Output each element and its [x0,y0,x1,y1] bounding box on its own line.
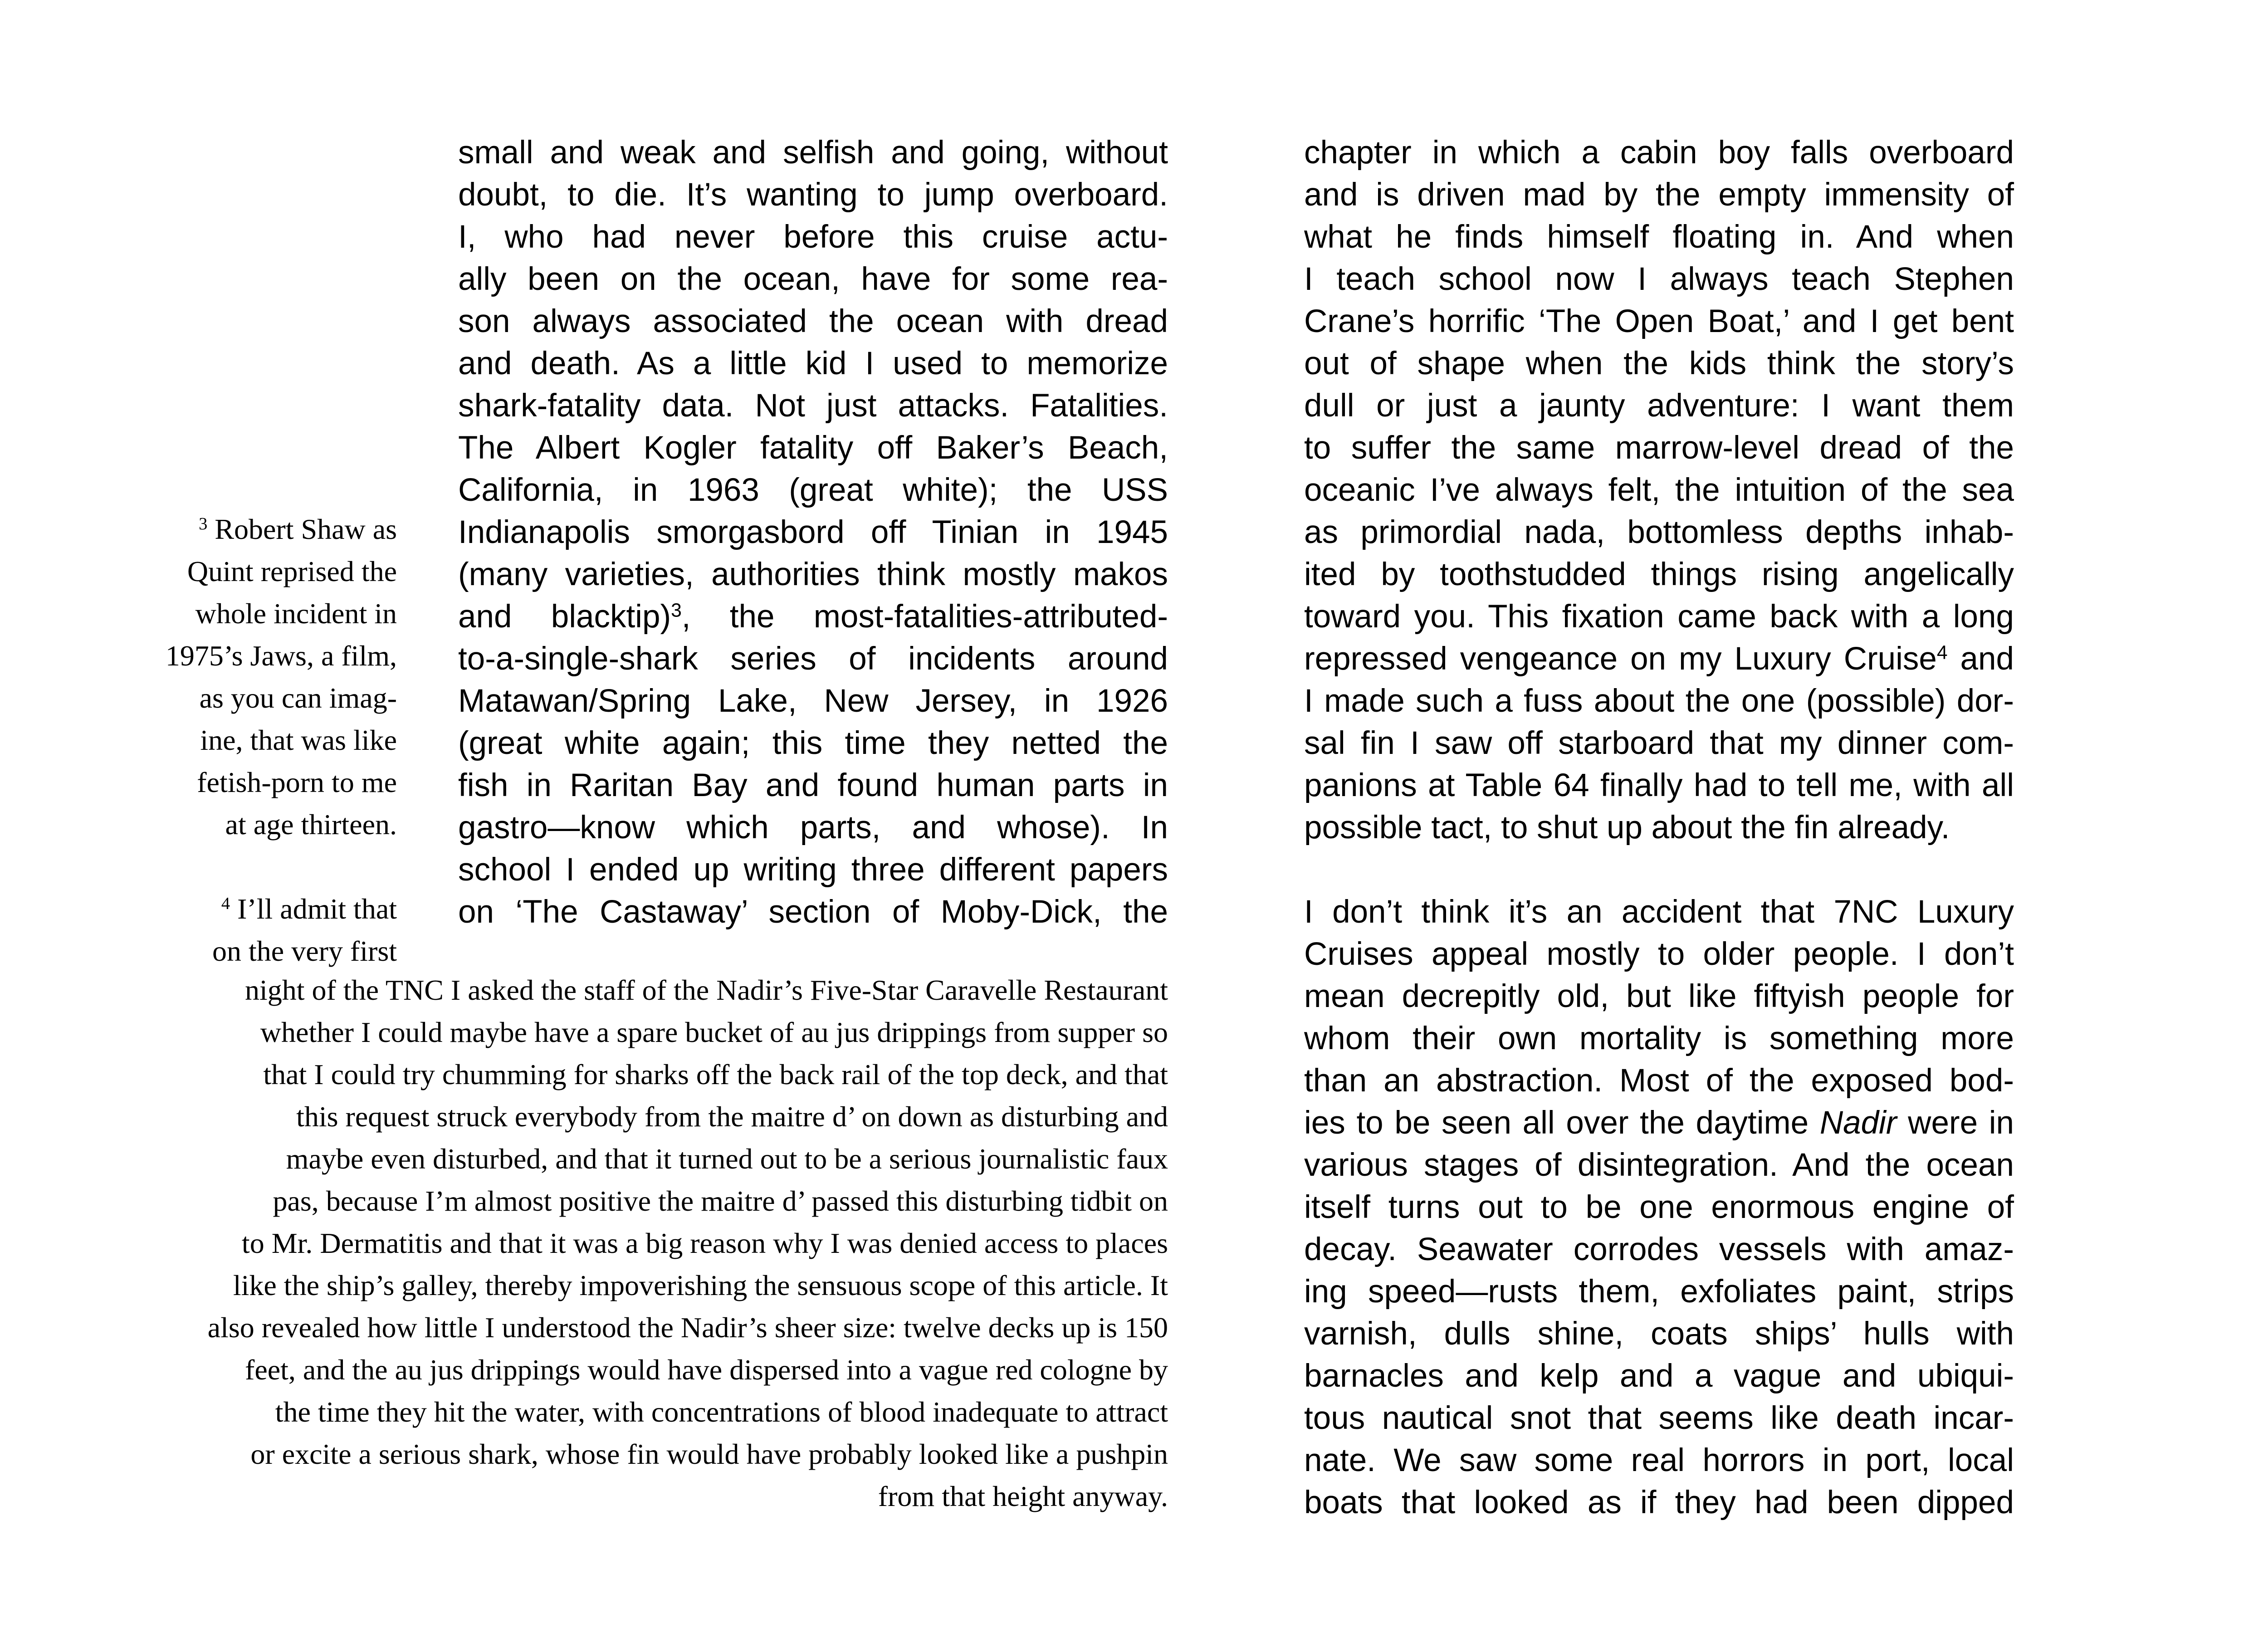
text-line: whom their own mortality is something more [1304,1021,2014,1056]
text-line: (great white again; this time they netted the [458,725,1168,761]
text-line: doubt, to die. It’s wanting to jump overboard. [458,177,1168,213]
text-line: barnacles and kelp and a vague and ubiqui- [1304,1358,2014,1394]
ship-name-italic: Nadir [1819,1105,1897,1141]
footnote-3-line: 1975’s Jaws, a film, [165,640,397,672]
text-line: mean decrepitly old, but like fiftyish people for [1304,978,2014,1014]
text-line: what he finds himself floating in. And when [1304,219,2014,255]
text-line: school I ended up writing three different papers [458,852,1168,888]
footnote-ref-3: 3 [671,599,682,621]
footnote-3-line: Quint reprised the [187,555,397,587]
footnote-3-line: at age thirteen. [225,808,397,841]
text-line: I, who had never before this cruise actu- [458,219,1168,255]
footnote-4-line: like the ship’s galley, thereby impoverishing the sensuous scope of this article. It [233,1269,1168,1301]
footnote-4-line: whether I could maybe have a spare bucket of au jus drippings from supper so [260,1016,1168,1048]
text-line: ally been on the ocean, have for some rea- [458,261,1168,297]
text-line: ing speed—rusts them, exfoliates paint, strips [1304,1274,2014,1310]
footnote-4-line: maybe even disturbed, and that it turned out to be a serious journalistic faux [286,1143,1168,1175]
text-line: Indianapolis smorgasbord off Tinian in 1945 [458,514,1168,550]
text-line: ited by toothstudded things rising angelically [1304,557,2014,592]
footnote-4-line: night of the TNC I asked the staff of the Nadir’s Five-Star Caravelle Restaurant [244,974,1168,1006]
text-line: to suffer the same marrow-level dread of the [1304,430,2014,466]
text-line: nate. We saw some real horrors in port, local [1304,1442,2014,1478]
footnote-3-line: ine, that was like [200,724,397,756]
text-line: panions at Table 64 finally had to tell me, with all [1304,768,2014,803]
text-line: shark-fatality data. Not just attacks. Fatalities. [458,388,1168,424]
footnote-number-3: 3 [199,514,208,533]
text-line: and death. As a little kid I used to memorize [458,346,1168,381]
footnote-4-line: from that height anyway. [878,1480,1168,1512]
text-line: decay. Seawater corrodes vessels with amaz- [1304,1232,2014,1267]
text-line-with-footnote: repressed vengeance on my Luxury Cruise$^4$ and [1304,641,2014,677]
text-line: than an abstraction. Most of the exposed bod- [1304,1063,2014,1099]
footnote-3-line: fetish-porn to me [197,766,397,798]
text-segment: , the most-fatalities-attributed- [681,599,1168,635]
text-line: to-a-single-shark series of incidents around [458,641,1168,677]
footnote-4-continued [136,969,1168,1517]
text-line: oceanic I’ve always felt, the intuition of the sea [1304,472,2014,508]
text-line: gastro—know which parts, and whose). In [458,810,1168,846]
text-line: son always associated the ocean with dread [458,303,1168,339]
footnote-4-line: on the very first [212,935,397,967]
footnote-4-line: pas, because I’m almost positive the maitre d’ passed this disturbing tidbit on [273,1185,1168,1217]
text-segment: and blacktip) [458,599,671,635]
right-text-column [1304,132,2014,1524]
text-line: The Albert Kogler fatality off Baker’s Beach, [458,430,1168,466]
footnote-4-line: the time they hit the water, with concentrations of blood inadequate to attract [275,1396,1168,1428]
text-line: I don’t think it’s an accident that 7NC Luxury [1304,894,2014,930]
text-line: dull or just a jaunty adventure: I want them [1304,388,2014,424]
footnote-4-line: or excite a serious shark, whose fin would have probably looked like a pushpin [250,1438,1168,1470]
text-line: possible tact, to shut up about the fin already. [1304,810,1950,846]
text-line: as primordial nada, bottomless depths inhab- [1304,514,2014,550]
text-line: chapter in which a cabin boy falls overboard [1304,135,2014,171]
text-line: out of shape when the kids think the story’s [1304,346,2014,381]
note-spacer [113,846,397,888]
text-line: toward you. This fixation came back with a long [1304,599,2014,635]
footnote-4-line: to Mr. Dermatitis and that it was a big reason why I was denied access to places [241,1227,1168,1259]
text-line: small and weak and selfish and going, without [458,135,1168,171]
footnote-4-line: also revealed how little I understood the Nadir’s sheer size: twelve decks up is 150 [207,1311,1168,1344]
text-line-with-footnote [458,596,1168,638]
text-line: I made such a fuss about the one (possible) dor- [1304,683,2014,719]
text-line: Cruises appeal mostly to older people. I don’t [1304,936,2014,972]
footnote-4-line: this request struck everybody from the maitre d’ on down as disturbing and [296,1100,1168,1133]
paragraph-break [1304,849,2014,891]
main-text-column [458,132,1168,933]
footnote-3-line: as you can imag- [199,682,397,714]
footnote-number-4: 4 [221,894,230,913]
footnote-4-line: feet, and the au jus drippings would have dispersed into a vague red cologne by [245,1354,1168,1386]
text-line: boats that looked as if they had been dipped [1304,1485,2014,1521]
side-footnotes [113,508,397,972]
text-line: I teach school now I always teach Stephen [1304,261,2014,297]
footnote-ref-4: 4 [1936,641,1948,664]
text-line: (many varieties, authorities think mostly makos [458,557,1168,592]
text-line: varnish, dulls shine, coats ships’ hulls with [1304,1316,2014,1352]
text-line: California, in 1963 (great white); the USS [458,472,1168,508]
text-line-with-italic: ies to be seen all over the daytime Nadir were in [1304,1105,2014,1141]
footnote-3-line: whole incident in [195,597,397,630]
text-line: itself turns out to be one enormous engine of [1304,1189,2014,1225]
text-line: fish in Raritan Bay and found human parts in [458,768,1168,803]
footnote-4-line: $^4$ I’ll admit that [221,893,397,925]
footnote-3-line: $^3$ Robert Shaw as [199,513,397,545]
text-line: various stages of disintegration. And the ocean [1304,1147,2014,1183]
text-line: sal fin I saw off starboard that my dinner com- [1304,725,2014,761]
text-line: and is driven mad by the empty immensity of [1304,177,2014,213]
footnote-4-line: that I could try chumming for sharks off the back rail of the top deck, and that [263,1058,1168,1090]
text-line: Matawan/Spring Lake, New Jersey, in 1926 [458,683,1168,719]
text-line: tous nautical snot that seems like death incar- [1304,1400,2014,1436]
text-line: Crane’s horrific ‘The Open Boat,’ and I get bent [1304,303,2014,339]
text-line: on ‘The Castaway’ section of Moby-Dick, the [458,894,1168,930]
